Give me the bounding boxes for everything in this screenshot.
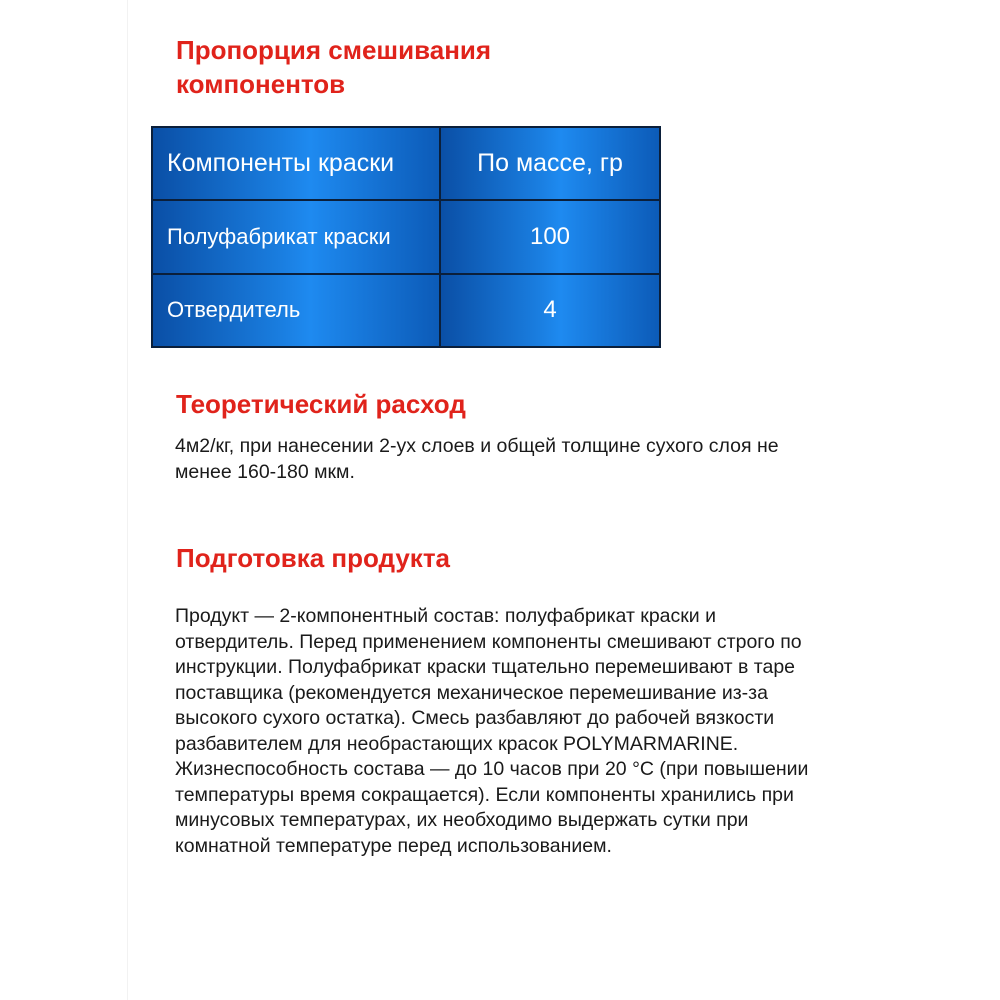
- table-cell-component: Отвердитель: [152, 274, 440, 347]
- preparation-heading: Подготовка продукта: [176, 543, 451, 573]
- table-row: [152, 200, 660, 273]
- table-cell-mass: 100: [440, 200, 660, 273]
- table-row: [152, 274, 660, 347]
- table-cell-component: Полуфабрикат краски: [152, 200, 440, 273]
- mixing-heading: Пропорция смешивания компонентов: [176, 35, 492, 99]
- table-header-components: Компоненты краски: [152, 127, 440, 200]
- consumption-heading: Теоретический расход: [176, 389, 466, 419]
- preparation-text: Продукт — 2-компонентный состав: полуфабрикат краски и отвердитель. Перед применением компоненты смешивают строго по инструкции. Полуфабрикат краски тщательно перемешивают в таре поставщика (рекомендуется механическое перемешивание из-за высокого сухого остатка). Смесь разбавляют до рабочей вязкости разбавителем для необрастающих красок POLYMARMARINE. Жизнеспособность состава — до 10 часов при 20 °C (при повышении температуры время сокращается). Если компоненты хранились при минусовых температурах, их необходимо выдержать сутки при комнатной температуре перед использованием.: [175, 605, 809, 857]
- consumption-text: 4м2/кг, при нанесении 2-ух слоев и общей толщине сухого слоя не менее 160-180 мкм.: [175, 435, 779, 483]
- table-header-mass: По массе, гр: [440, 127, 660, 200]
- mixing-table: [151, 126, 661, 348]
- table-header-row: [152, 127, 660, 200]
- table-cell-mass: 4: [440, 274, 660, 347]
